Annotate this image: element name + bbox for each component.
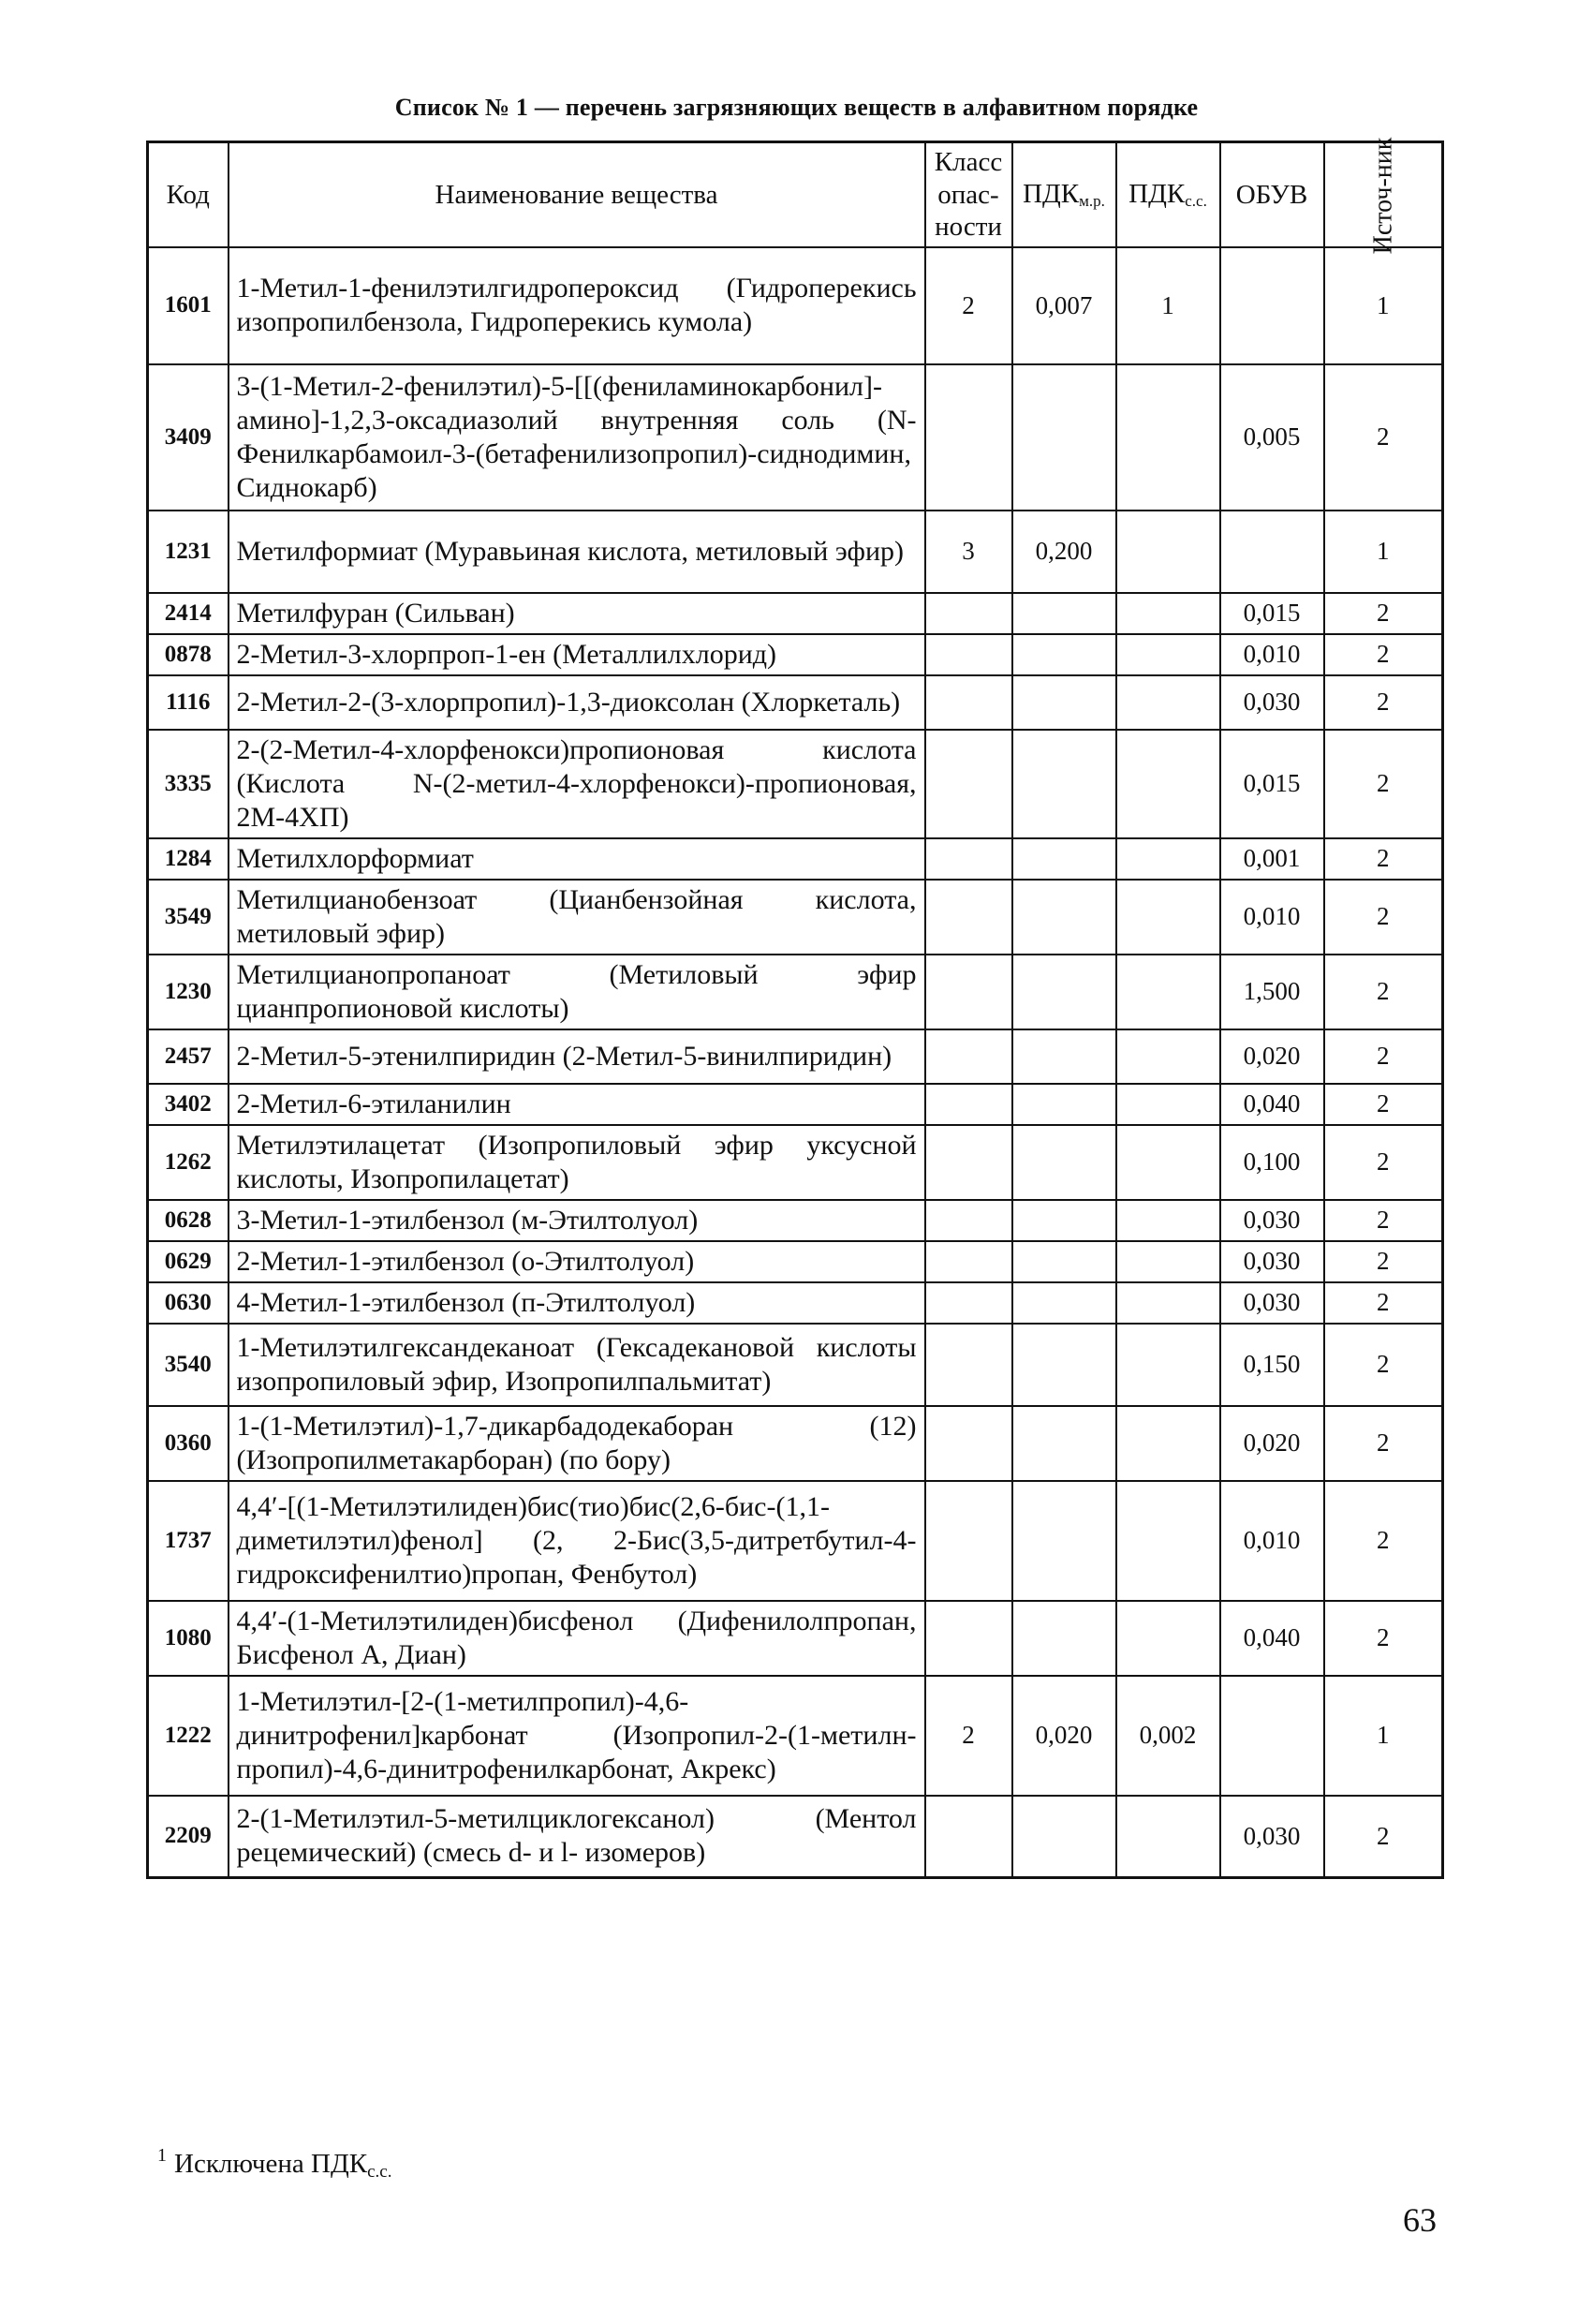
cell-obuv <box>1220 511 1324 593</box>
table-row <box>148 1481 1443 1601</box>
cell-pdk-ss <box>1116 364 1220 511</box>
cell-pdk-mr <box>1012 838 1116 880</box>
cell-name: Метилфуран (Сильван) <box>229 593 925 634</box>
cell-name: 2-Метил-5-этенилпиридин (2-Метил-5-винилпиридин) <box>229 1029 925 1084</box>
col-header-hazard-class: Класс опас-ности <box>925 142 1012 247</box>
cell-pdk-mr <box>1012 1029 1116 1084</box>
table-body <box>148 247 1443 1878</box>
pdk-ss-subscript: с.с. <box>1185 192 1207 211</box>
cell-pdk-ss <box>1116 1241 1220 1282</box>
cell-name: 2-(2-Метил-4-хлорфенокси)пропионовая кислота (Кислота N-(2-метил-4-хлорфенокси)-пропионовая, 2М-4ХП) <box>229 730 925 838</box>
cell-obuv: 0,010 <box>1220 880 1324 955</box>
cell-pdk-ss <box>1116 1406 1220 1481</box>
cell-code: 1116 <box>148 675 229 730</box>
cell-name: Метилформиат (Муравьиная кислота, метиловый эфир) <box>229 511 925 593</box>
cell-pdk-ss: 1 <box>1116 247 1220 364</box>
table-row <box>148 1406 1443 1481</box>
cell-name: 1-Метил-1-фенилэтилгидропероксид (Гидроперекись изопропилбензола, Гидроперекись кумола) <box>229 247 925 364</box>
cell-hazard-class <box>925 1406 1012 1481</box>
table-row <box>148 1796 1443 1878</box>
cell-pdk-mr <box>1012 1125 1116 1200</box>
page-title: Список № 1 — перечень загрязняющих веществ в алфавитном порядке <box>394 94 1199 121</box>
cell-source: 1 <box>1324 247 1443 364</box>
cell-hazard-class <box>925 1796 1012 1878</box>
cell-pdk-ss <box>1116 1282 1220 1324</box>
cell-pdk-ss <box>1116 1125 1220 1200</box>
cell-pdk-ss <box>1116 1796 1220 1878</box>
cell-hazard-class <box>925 1084 1012 1125</box>
cell-code: 1601 <box>148 247 229 364</box>
cell-hazard-class <box>925 730 1012 838</box>
cell-pdk-ss <box>1116 1481 1220 1601</box>
cell-source: 2 <box>1324 1601 1443 1676</box>
cell-name: 4,4′-(1-Метилэтилиден)бисфенол (Дифенилолпропан, Бисфенол А, Диан) <box>229 1601 925 1676</box>
cell-pdk-mr <box>1012 364 1116 511</box>
cell-name: 4,4′-[(1-Метилэтилиден)бис(тио)бис(2,6-бис-(1,1-диметилэтил)фенол] (2, 2-Бис(3,5-дитретбутил-4-гидроксифенилтио)пропан, Фенбутол) <box>229 1481 925 1601</box>
cell-obuv: 0,030 <box>1220 675 1324 730</box>
pdk-mr-label: ПДК <box>1023 179 1080 210</box>
cell-code: 0878 <box>148 634 229 675</box>
cell-code: 2414 <box>148 593 229 634</box>
cell-code: 3540 <box>148 1324 229 1406</box>
cell-pdk-ss <box>1116 1084 1220 1125</box>
cell-pdk-ss <box>1116 730 1220 838</box>
table-row <box>148 511 1443 593</box>
table-row <box>148 634 1443 675</box>
cell-name: Метилцианопропаноат (Метиловый эфир цианпропионовой кислоты) <box>229 955 925 1029</box>
cell-hazard-class <box>925 1125 1012 1200</box>
cell-obuv: 0,015 <box>1220 730 1324 838</box>
cell-pdk-mr <box>1012 675 1116 730</box>
footnote <box>157 2145 391 2183</box>
cell-code: 2457 <box>148 1029 229 1084</box>
cell-obuv: 0,030 <box>1220 1282 1324 1324</box>
cell-source: 2 <box>1324 1481 1443 1601</box>
cell-obuv: 0,030 <box>1220 1241 1324 1282</box>
table-row <box>148 838 1443 880</box>
col-header-name: Наименование вещества <box>229 142 925 247</box>
cell-pdk-ss <box>1116 511 1220 593</box>
cell-code: 1230 <box>148 955 229 1029</box>
cell-pdk-ss: 0,002 <box>1116 1676 1220 1796</box>
cell-code: 3409 <box>148 364 229 511</box>
cell-code: 0360 <box>148 1406 229 1481</box>
cell-code: 1262 <box>148 1125 229 1200</box>
cell-source: 2 <box>1324 1241 1443 1282</box>
cell-source: 2 <box>1324 593 1443 634</box>
cell-code: 1222 <box>148 1676 229 1796</box>
cell-obuv: 0,020 <box>1220 1029 1324 1084</box>
cell-source: 2 <box>1324 1406 1443 1481</box>
cell-hazard-class <box>925 838 1012 880</box>
cell-hazard-class: 2 <box>925 1676 1012 1796</box>
cell-source: 1 <box>1324 511 1443 593</box>
table-row <box>148 1241 1443 1282</box>
header-row <box>148 142 1443 247</box>
cell-code: 3335 <box>148 730 229 838</box>
footnote-subscript: с.с. <box>367 2162 392 2182</box>
cell-pdk-mr <box>1012 1601 1116 1676</box>
cell-pdk-mr <box>1012 1796 1116 1878</box>
cell-code: 3549 <box>148 880 229 955</box>
col-header-obuv: ОБУВ <box>1220 142 1324 247</box>
cell-code: 1080 <box>148 1601 229 1676</box>
pdk-ss-label: ПДК <box>1128 179 1186 210</box>
pollutants-table <box>146 137 1444 1879</box>
cell-pdk-ss <box>1116 838 1220 880</box>
cell-source: 2 <box>1324 1084 1443 1125</box>
cell-hazard-class <box>925 634 1012 675</box>
cell-obuv: 0,100 <box>1220 1125 1324 1200</box>
cell-code: 3402 <box>148 1084 229 1125</box>
cell-obuv: 0,040 <box>1220 1601 1324 1676</box>
cell-source: 2 <box>1324 1324 1443 1406</box>
cell-code: 2209 <box>148 1796 229 1878</box>
cell-pdk-mr <box>1012 1241 1116 1282</box>
cell-obuv: 0,030 <box>1220 1796 1324 1878</box>
col-header-code: Код <box>148 142 229 247</box>
cell-obuv <box>1220 247 1324 364</box>
cell-name: 1-Метилэтил-[2-(1-метилпропил)-4,6-динитрофенил]карбонат (Изопропил-2-(1-метилн-пропил)-4,6-динитрофенилкарбонат, Акрекс) <box>229 1676 925 1796</box>
col-header-pdk-ss <box>1116 142 1220 247</box>
cell-code: 0629 <box>148 1241 229 1282</box>
cell-name: 3-(1-Метил-2-фенилэтил)-5-[[(фениламинокарбонил]-амино]-1,2,3-оксадиазолий внутренняя соль (N-Фенилкарбамоил-3-(бетафенилизопропил)-сиднодимин, Сиднокарб) <box>229 364 925 511</box>
table-row <box>148 675 1443 730</box>
cell-code: 1737 <box>148 1481 229 1601</box>
col-header-pdk-mr <box>1012 142 1116 247</box>
cell-name: 2-Метил-3-хлорпроп-1-ен (Металлилхлорид) <box>229 634 925 675</box>
cell-pdk-mr <box>1012 1324 1116 1406</box>
cell-obuv: 0,005 <box>1220 364 1324 511</box>
cell-source: 2 <box>1324 364 1443 511</box>
cell-code: 1284 <box>148 838 229 880</box>
table-row <box>148 1601 1443 1676</box>
cell-pdk-mr: 0,200 <box>1012 511 1116 593</box>
cell-pdk-mr <box>1012 1406 1116 1481</box>
cell-hazard-class <box>925 1481 1012 1601</box>
cell-source: 2 <box>1324 1029 1443 1084</box>
cell-hazard-class <box>925 1029 1012 1084</box>
cell-hazard-class: 3 <box>925 511 1012 593</box>
cell-hazard-class <box>925 1241 1012 1282</box>
cell-hazard-class: 2 <box>925 247 1012 364</box>
cell-hazard-class <box>925 880 1012 955</box>
table-row <box>148 1084 1443 1125</box>
cell-obuv: 1,500 <box>1220 955 1324 1029</box>
cell-obuv: 0,040 <box>1220 1084 1324 1125</box>
cell-pdk-mr <box>1012 730 1116 838</box>
cell-hazard-class <box>925 1200 1012 1241</box>
cell-source: 2 <box>1324 675 1443 730</box>
cell-obuv: 0,010 <box>1220 1481 1324 1601</box>
footnote-mark: 1 <box>157 2145 167 2166</box>
cell-pdk-mr <box>1012 1481 1116 1601</box>
cell-obuv: 0,020 <box>1220 1406 1324 1481</box>
cell-source: 2 <box>1324 1796 1443 1878</box>
cell-hazard-class <box>925 955 1012 1029</box>
cell-name: 2-(1-Метилэтил-5-метилциклогексанол) (Ментол рецемический) (смесь d- и l- изомеров) <box>229 1796 925 1878</box>
table-row <box>148 1676 1443 1796</box>
cell-pdk-ss <box>1116 593 1220 634</box>
cell-name: Метилэтилацетат (Изопропиловый эфир уксусной кислоты, Изопропилацетат) <box>229 1125 925 1200</box>
col-header-source <box>1324 137 1443 255</box>
table-row <box>148 593 1443 634</box>
cell-pdk-ss <box>1116 1601 1220 1676</box>
cell-name: 1-(1-Метилэтил)-1,7-дикарбадодекаборан (12) (Изопропилметакарборан) (по бору) <box>229 1406 925 1481</box>
cell-obuv: 0,150 <box>1220 1324 1324 1406</box>
table-row <box>148 364 1443 511</box>
cell-source: 2 <box>1324 1282 1443 1324</box>
cell-pdk-mr: 0,007 <box>1012 247 1116 364</box>
cell-pdk-ss <box>1116 880 1220 955</box>
cell-obuv <box>1220 1676 1324 1796</box>
cell-name: 2-Метил-6-этиланилин <box>229 1084 925 1125</box>
cell-obuv: 0,001 <box>1220 838 1324 880</box>
table-row <box>148 1200 1443 1241</box>
page-number: 63 <box>1403 2201 1437 2239</box>
cell-source: 2 <box>1324 634 1443 675</box>
table-row <box>148 1282 1443 1324</box>
cell-hazard-class <box>925 1282 1012 1324</box>
cell-name: 3-Метил-1-этилбензол (м-Этилтолуол) <box>229 1200 925 1241</box>
cell-source: 2 <box>1324 880 1443 955</box>
cell-pdk-ss <box>1116 634 1220 675</box>
table-row <box>148 1324 1443 1406</box>
cell-obuv: 0,030 <box>1220 1200 1324 1241</box>
cell-obuv: 0,010 <box>1220 634 1324 675</box>
cell-obuv: 0,015 <box>1220 593 1324 634</box>
cell-pdk-mr <box>1012 1200 1116 1241</box>
table-row <box>148 880 1443 955</box>
table-row <box>148 247 1443 364</box>
cell-name: 4-Метил-1-этилбензол (п-Этилтолуол) <box>229 1282 925 1324</box>
cell-name: 2-Метил-2-(3-хлорпропил)-1,3-диоксолан (Хлоркеталь) <box>229 675 925 730</box>
cell-pdk-ss <box>1116 675 1220 730</box>
cell-hazard-class <box>925 1324 1012 1406</box>
cell-source: 1 <box>1324 1676 1443 1796</box>
cell-pdk-mr <box>1012 1282 1116 1324</box>
cell-hazard-class <box>925 1601 1012 1676</box>
cell-name: Метилцианобензоат (Цианбензойная кислота, метиловый эфир) <box>229 880 925 955</box>
cell-source: 2 <box>1324 1200 1443 1241</box>
cell-pdk-mr <box>1012 880 1116 955</box>
cell-source: 2 <box>1324 955 1443 1029</box>
source-header-label: Источ-ник <box>1367 137 1397 255</box>
cell-hazard-class <box>925 675 1012 730</box>
table-row <box>148 955 1443 1029</box>
cell-name: 2-Метил-1-этилбензол (о-Этилтолуол) <box>229 1241 925 1282</box>
cell-hazard-class <box>925 364 1012 511</box>
cell-pdk-ss <box>1116 1324 1220 1406</box>
cell-pdk-mr: 0,020 <box>1012 1676 1116 1796</box>
cell-code: 0630 <box>148 1282 229 1324</box>
cell-source: 2 <box>1324 730 1443 838</box>
footnote-text: Исключена ПДК <box>174 2149 368 2179</box>
table-row <box>148 1125 1443 1200</box>
cell-pdk-ss <box>1116 1029 1220 1084</box>
cell-pdk-mr <box>1012 593 1116 634</box>
cell-pdk-mr <box>1012 1084 1116 1125</box>
cell-pdk-mr <box>1012 634 1116 675</box>
cell-source: 2 <box>1324 1125 1443 1200</box>
cell-code: 1231 <box>148 511 229 593</box>
cell-code: 0628 <box>148 1200 229 1241</box>
cell-name: Метилхлорформиат <box>229 838 925 880</box>
cell-source: 2 <box>1324 838 1443 880</box>
cell-name: 1-Метилэтилгександеканоат (Гексадекановой кислоты изопропиловый эфир, Изопропилпальмитат) <box>229 1324 925 1406</box>
pdk-mr-subscript: м.р. <box>1079 192 1105 211</box>
table-row <box>148 730 1443 838</box>
cell-pdk-mr <box>1012 955 1116 1029</box>
table-row <box>148 1029 1443 1084</box>
cell-pdk-ss <box>1116 1200 1220 1241</box>
cell-hazard-class <box>925 593 1012 634</box>
cell-pdk-ss <box>1116 955 1220 1029</box>
